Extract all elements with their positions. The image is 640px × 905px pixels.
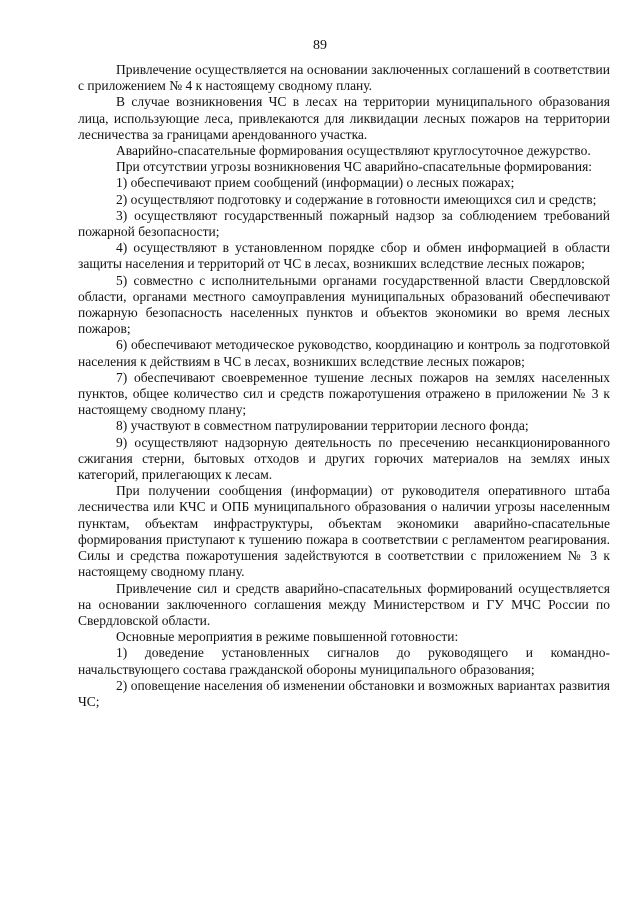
list-item: 3) осуществляют государственный пожарный надзор за соблюдением требований пожарной безопасности; [78, 207, 610, 240]
paragraph: В случае возникновения ЧС в лесах на территории муниципального образования лица, использующие леса, привлекаются для ликвидации лесных пожаров на территории лесничества за границами арендованного участка. [78, 94, 610, 142]
page-number: 89 [313, 38, 327, 53]
paragraph: Привлечение сил и средств аварийно-спасательных формирований осуществляется на основании заключенного соглашения между Министерством и ГУ МЧС России по Свердловской области. [78, 580, 610, 628]
list-item: 5) совместно с исполнительными органами государственной власти Свердловской области, органами местного самоуправления муниципальных образований обеспечивают пожарную безопасность населенных пунктов и объектов экономики во время лесных пожаров; [78, 272, 610, 337]
list-item: 1) доведение установленных сигналов до руководящего и командно-начальствующего состава гражданской обороны муниципального образования; [78, 645, 610, 677]
list-item: 9) осуществляют надзорную деятельность по пресечению несанкционированного сжигания стерни, бытовых отходов и других горючих материалов на землях иных категорий, прилегающих к лесам. [78, 434, 610, 483]
paragraph: Аварийно-спасательные формирования осуществляют круглосуточное дежурство. [116, 143, 591, 159]
list-item: 1) обеспечивают прием сообщений (информации) о лесных пожарах; [116, 175, 515, 191]
list-item: 6) обеспечивают методическое руководство, координацию и контроль за подготовкой населения к действиям в ЧС в лесах, возникших вследствие лесных пожаров; [78, 337, 610, 369]
document-body [78, 62, 610, 710]
paragraph: При получении сообщения (информации) от руководителя оперативного штаба лесничества или КЧС и ОПБ муниципального образования о наличии угрозы населенным пунктам, объектам инфраструктуры, объектам экономики аварийно-спасательные формирования приступают к тушению пожара в соответствии с регламентом реагирования. Силы и средства пожаротушения задействуются в соответствии с приложением № 3 к настоящему сводному плану. [78, 483, 610, 580]
list-item: 2) оповещение населения об изменении обстановки и возможных вариантах развития ЧС; [78, 677, 610, 709]
list-item: 8) участвуют в совместном патрулировании территории лесного фонда; [116, 418, 529, 434]
list-item: 2) осуществляют подготовку и содержание в готовности имеющихся сил и средств; [116, 191, 597, 207]
paragraph: Привлечение осуществляется на основании заключенных соглашений в соответствии с приложением № 4 к настоящему сводному плану. [78, 62, 610, 94]
list-item: 7) обеспечивают своевременное тушение лесных пожаров на землях населенных пунктов, общее количество сил и средств пожаротушения отражено в приложении № 3 к настоящему сводному плану; [78, 369, 610, 418]
paragraph: При отсутствии угрозы возникновения ЧС аварийно-спасательные формирования: [116, 159, 593, 175]
paragraph: Основные мероприятия в режиме повышенной готовности: [116, 629, 459, 645]
list-item: 4) осуществляют в установленном порядке сбор и обмен информацией в области защиты населения и территорий от ЧС в лесах, возникших вследствие лесных пожаров; [78, 240, 610, 272]
